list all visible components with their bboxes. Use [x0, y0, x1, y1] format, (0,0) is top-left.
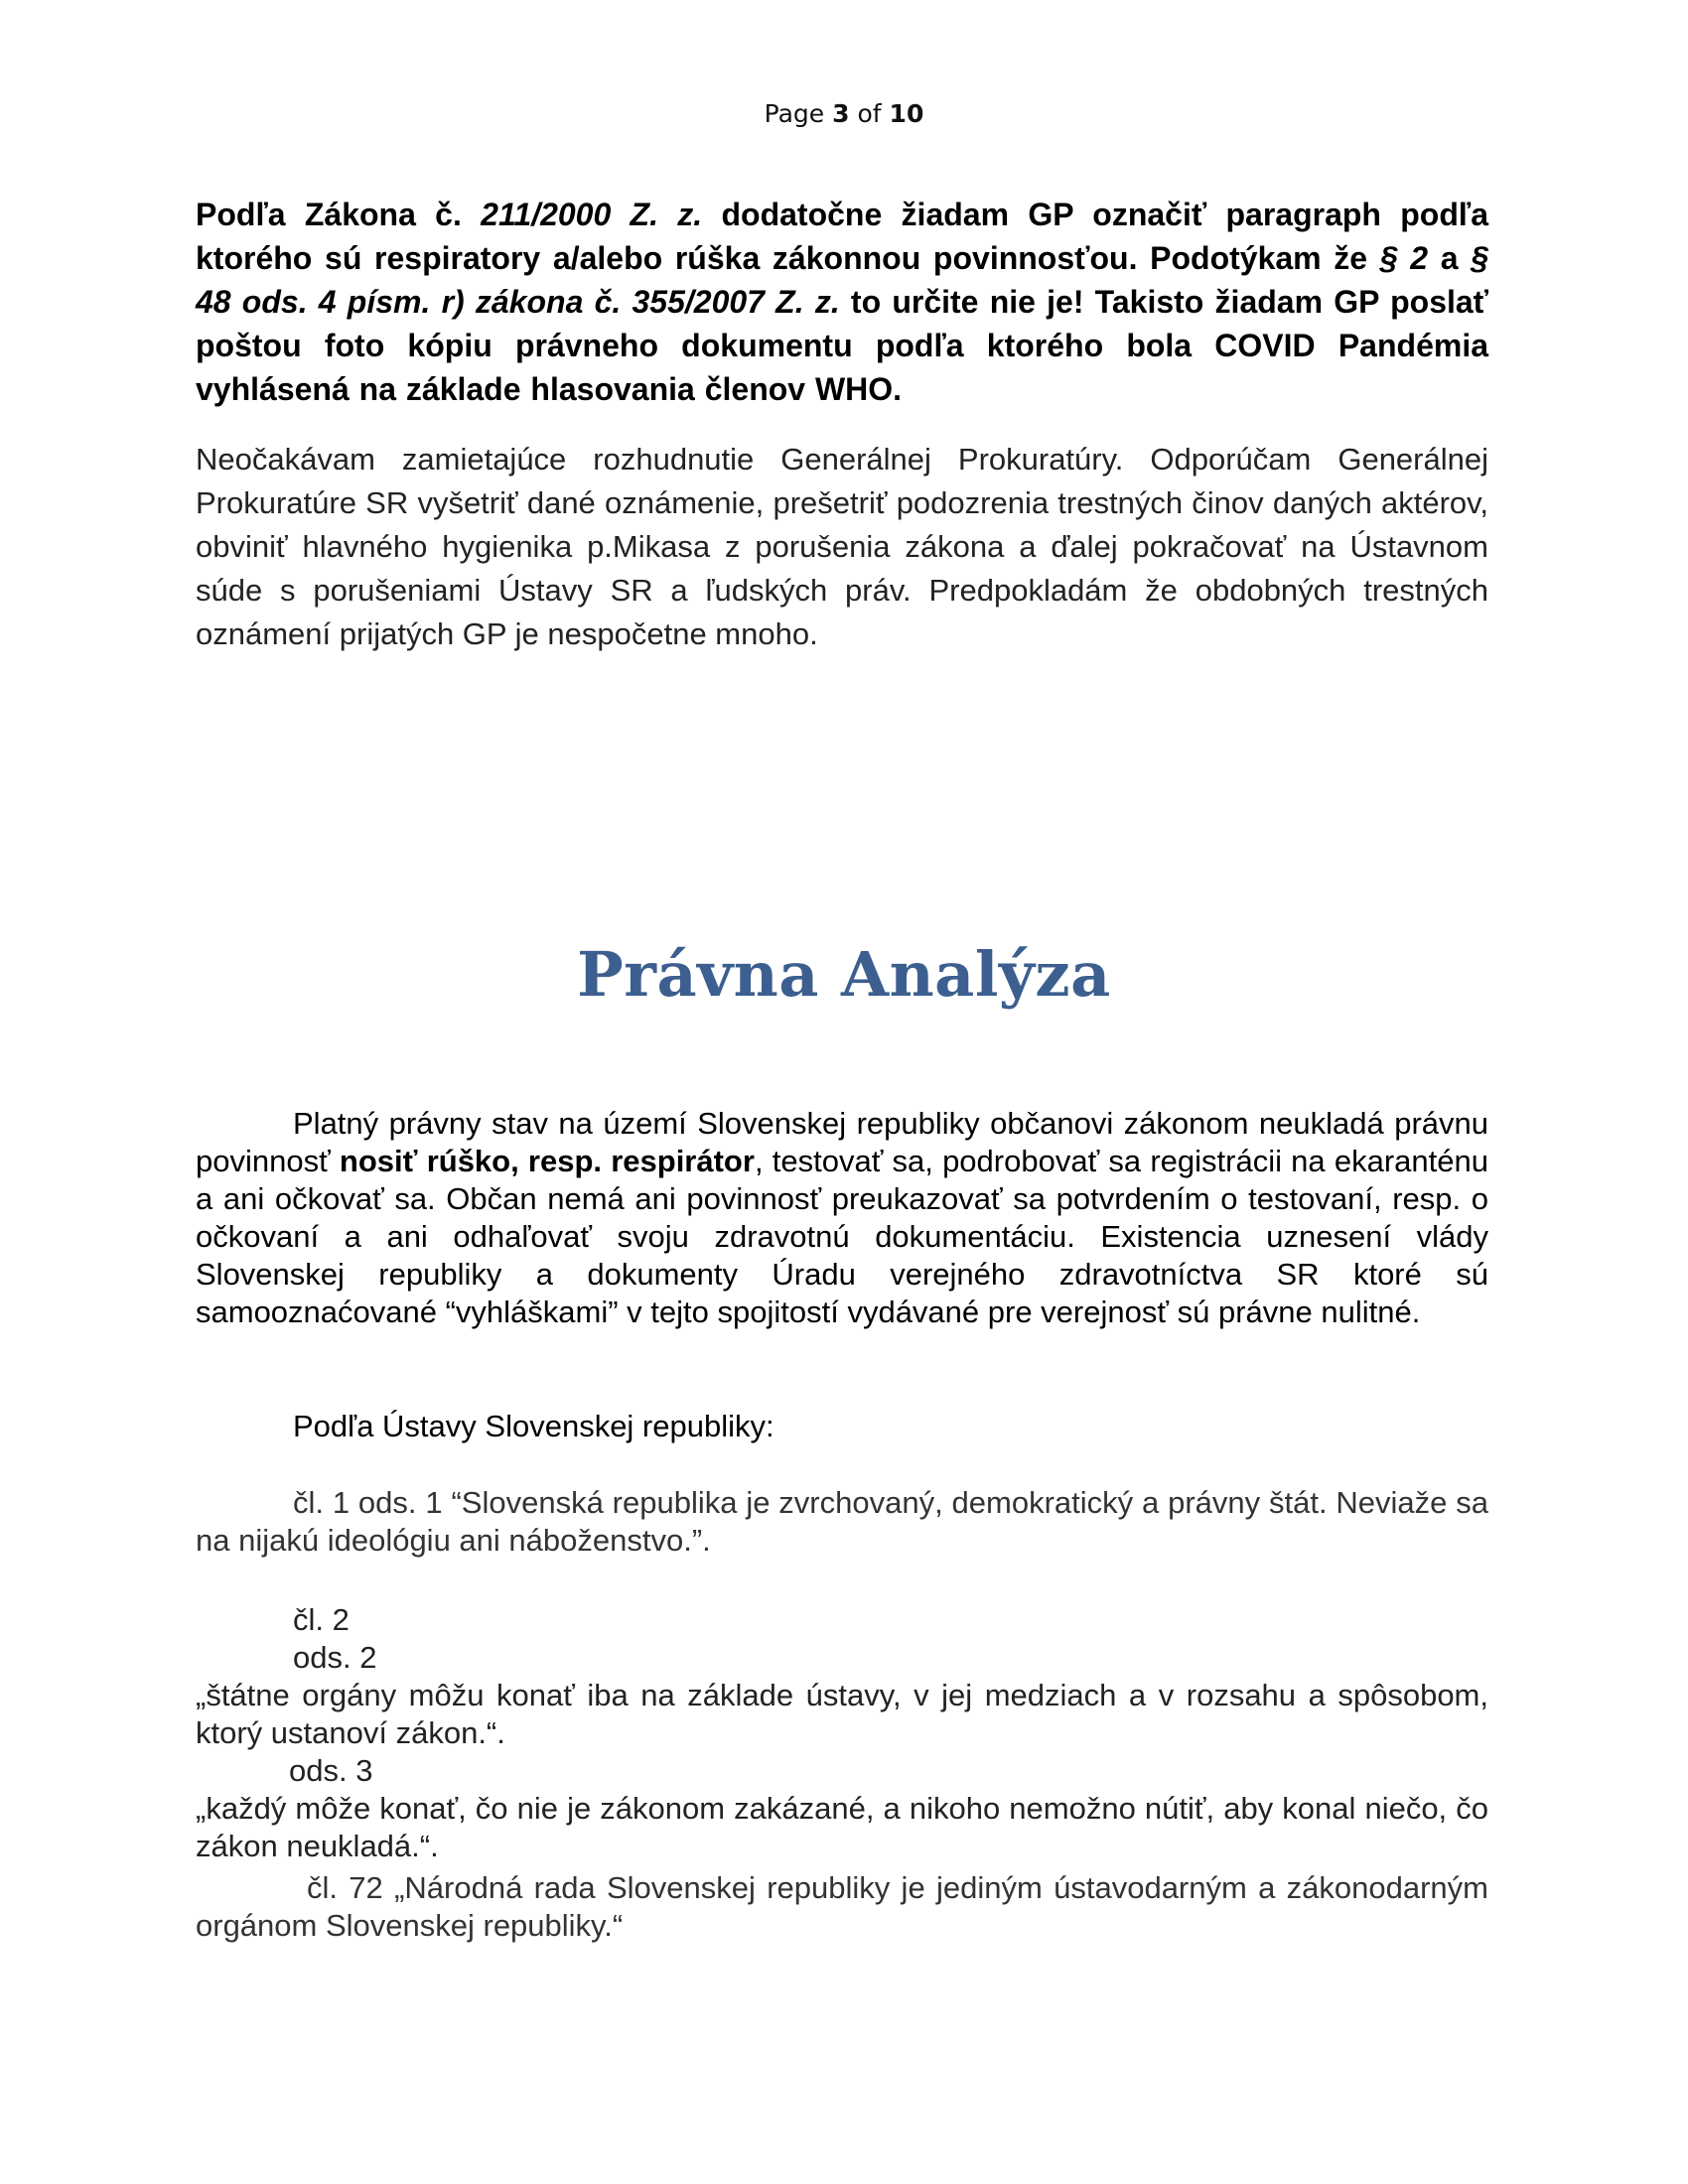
text-run: , testovať sa, podrobovať sa registrácii na ekaranténu a ani očkovať sa. Občan nemá ani povinnosť preukazovať sa potvrdením o testovaní, resp. o očkovaní a ani odhaľovať svoju zdravotnú dokumentáciu. Existencia uznesení vlády Slovenskej republiky a dokumenty Úradu verejného zdravotníctva SR ktoré sú samooznaćované “vyhláškami” v tejto spojitostí vydávané pre verejnosť sú právne nulitné. [196, 1144, 1488, 1329]
law-reference: § 2 [1379, 240, 1429, 276]
law-reference: 211/2000 Z. z. [481, 197, 703, 232]
bold-request-paragraph [196, 193, 1488, 411]
paragraph-label: ods. 2 [293, 1640, 377, 1675]
paragraph-label: ods. 3 [289, 1753, 373, 1788]
article-label: čl. 2 [293, 1602, 350, 1637]
law-reference: § 48 ods. 4 písm. r) zákona č. 355/2007 Z. z. [196, 240, 1489, 320]
emphasis-text: nosiť rúško, resp. respirátor [339, 1144, 755, 1178]
page-label: Page [764, 99, 833, 128]
text-run: dodatočne žiadam GP označiť paragraph podľa ktorého sú respiratory a/alebo rúška zákonnou povinnosťou. Podotýkam že [196, 197, 1489, 276]
analysis-paragraph-2: Podľa Ústavy Slovenskej republiky: [293, 1409, 774, 1443]
text-run: Platný právny stav na území Slovenskej republiky občanovi zákonom neukladá právnu povinnosť [196, 1106, 1488, 1178]
section-heading: Právna Analýza [577, 938, 1111, 1011]
text-run: to určite nie je! Takisto žiadam GP poslať poštou foto kópiu právneho dokumentu podľa ktorého bola COVID Pandémia vyhlásená na základe hlasovania členov WHO. [196, 284, 1489, 407]
constitution-article-1: čl. 1 ods. 1 “Slovenská republika je zvrchovaný, demokratický a právny štát. Neviaže sa na nijakú ideológiu ani náboženstvo.”. [196, 1485, 1488, 1558]
constitution-article-72 [196, 1869, 1488, 1945]
text-run: a [1428, 240, 1472, 276]
paragraph-text: „štátne orgány môžu konať iba na základe ústavy, v jej medziach a v rozsahu a spôsobom, ktorý ustanoví zákon.“. [196, 1678, 1488, 1750]
text-run: Podľa Zákona č. [196, 197, 482, 232]
current-page: 3 [832, 99, 850, 128]
paragraph-text: „každý môže konať, čo nie je zákonom zakázané, a nikoho nemožno nútiť, aby konal niečo, čo zákon neukladá.“. [196, 1791, 1488, 1863]
article-text: čl. 72 „Národná rada Slovenskej republiky je jediným ústavodarným a zákonodarným orgánom Slovenskej republiky.“ [196, 1870, 1488, 1943]
page-number-header [0, 99, 1688, 128]
analysis-paragraph-1 [196, 1105, 1488, 1331]
total-pages: 10 [889, 99, 924, 128]
expectation-paragraph: Neočakávam zamietajúce rozhudnutie Generálnej Prokuratúry. Odporúčam Generálnej Prokuratúre SR vyšetriť dané oznámenie, prešetriť podozrenia trestných činov daných aktérov, obviniť hlavného hygienika p.Mikasa z porušenia zákona a ďalej pokračovať na Ústavnom súde s porušeniami Ústavy SR a ľudských práv. Predpokladám že obdobných trestných oznámení prijatých GP je nespočetne mnoho. [196, 442, 1488, 651]
constitution-article-2 [196, 1601, 1488, 1865]
page-of-label: of [849, 99, 890, 128]
